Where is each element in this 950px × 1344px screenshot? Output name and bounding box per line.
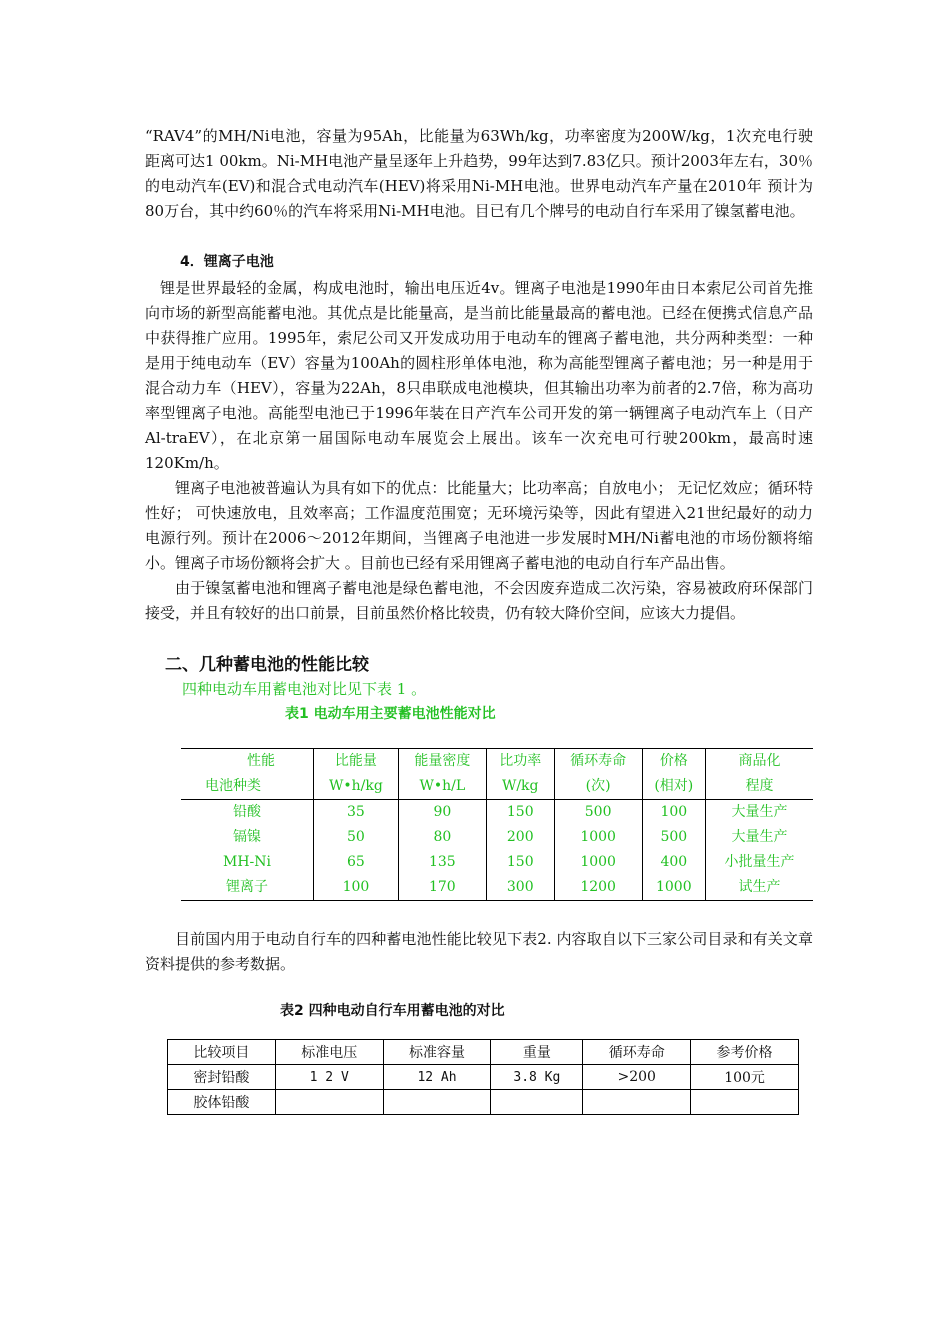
table2-row: [168, 1065, 799, 1090]
table2-cell: [383, 1090, 491, 1115]
table1-header-cell: 性能: [181, 749, 314, 775]
table1-header-cell: (次): [554, 774, 642, 800]
heading-li-ion: 4．锂离子电池: [180, 254, 274, 270]
table2-cell: 3.8 Kg: [491, 1065, 583, 1090]
table1-header-row: [181, 774, 813, 800]
table1-header-cell: 比功率: [486, 749, 554, 775]
table1-cell: 镉镍: [233, 829, 261, 845]
table1-header-cell: 循环寿命: [554, 749, 642, 775]
table2-header-cell: 参考价格: [691, 1040, 799, 1065]
table1-row: [181, 875, 813, 901]
table1-cell: 500: [642, 825, 705, 850]
table1-cell: 锂离子: [181, 875, 314, 901]
table2-caption: 表2 四种电动自行车用蓄电池的对比: [280, 1003, 505, 1019]
table1-battery-performance: [181, 748, 813, 901]
table1-header-cell: 电池种类: [205, 778, 261, 794]
table2-row: [168, 1090, 799, 1115]
table1-header-cell: W•h/L: [398, 774, 486, 800]
paragraph-table2-intro: 目前国内用于电动自行车的四种蓄电池性能比较见下表2. 内容取自以下三家公司目录和有关文章资料提供的参考数据。: [145, 930, 813, 973]
table1-cell: 100: [314, 875, 399, 901]
table2-bike-battery: [167, 1039, 799, 1115]
table1-cell: 65: [314, 850, 399, 875]
table1-header-cell: W/kg: [486, 774, 554, 800]
table1-cell: 1000: [554, 850, 642, 875]
table2-cell: [491, 1090, 583, 1115]
table1-cell: 1000: [642, 875, 705, 901]
table1-cell: 150: [486, 800, 554, 826]
table1-row: [181, 850, 813, 875]
table2-cell: 100元: [691, 1065, 799, 1090]
table1-row: [181, 825, 813, 850]
table2-cell: [583, 1090, 691, 1115]
table1-cell: 500: [554, 800, 642, 826]
section-heading-comparison: 二、几种蓄电池的性能比较: [165, 655, 369, 675]
table2-header-cell: 比较项目: [168, 1040, 276, 1065]
table1-cell: 试生产: [706, 875, 814, 901]
table2-cell: 1 2 V: [275, 1065, 383, 1090]
table1-cell: 小批量生产: [706, 850, 814, 875]
table2-cell: [275, 1090, 383, 1115]
table1-header-row: [181, 749, 813, 775]
table2-cell: 12 Ah: [383, 1065, 491, 1090]
table1-cell: 135: [398, 850, 486, 875]
table1-cell: 150: [486, 850, 554, 875]
table1-header-cell: (相对): [642, 774, 705, 800]
table2-header-cell: 循环寿命: [583, 1040, 691, 1065]
table1-header-cell: 比能量: [314, 749, 399, 775]
table1-cell: 170: [398, 875, 486, 901]
table1-cell: 1000: [554, 825, 642, 850]
paragraph-li-ion-advantages: 锂离子电池被普遍认为具有如下的优点：比能量大；比功率高；自放电小； 无记忆效应；循环特性好； 可快速放电，且效率高；工作温度范围宽；无环境污染等，因此有望进入21世纪最好的动力电源行列。预计在2006～2012年期间，当锂离子电池进一步发展时MH/Ni蓄电池的市场份额将缩小。锂离子市场份额将会扩大 。目前也已经有采用锂离子蓄电池的电动自行车产品出售。: [145, 479, 813, 572]
table2-header-cell: 重量: [491, 1040, 583, 1065]
table1-caption: 表1 电动车用主要蓄电池性能对比: [285, 706, 496, 722]
table2-header-cell: 标准容量: [383, 1040, 491, 1065]
table2-header-row: [168, 1040, 799, 1065]
table1-cell: 80: [398, 825, 486, 850]
table2-header-cell: 标准电压: [275, 1040, 383, 1065]
paragraph-li-ion-intro: 锂是世界最轻的金属，构成电池时，输出电压近4v。锂离子电池是1990年由日本索尼公司首先推向市场的新型高能蓄电池。其优点是比能量高，是当前比能量最高的蓄电池。已经在便携式信息产品中获得推广应用。1995年，索尼公司又开发成功用于电动车的锂离子蓄电池，共分两种类型：一种是用于纯电动车（EV）容量为100Ah的圆柱形单体电池，称为高能型锂离子蓄电池；另一种是用于混合动力车（HEV），容量为22Ah，8只串联成电池模块，但其输出功率为前者的2.7倍，称为高功率型锂离子电池。高能型电池已于1996年装在日产汽车公司开发的第一辆锂离子电动汽车上（日产Al-traEV），在北京第一届国际电动车展览会上展出。该车一次充电可行驶200km，最高时速120Km/h。: [145, 279, 813, 472]
paragraph-nimh: “RAV4”的MH/Ni电池，容量为95Ah，比能量为63Wh/kg，功率密度为200W/kg，1次充电行驶距离可达1 00km。Ni-MH电池产量呈逐年上升趋势，99年达到7.83亿只。预计2003年左右，30％的电动汽车(EV)和混合式电动汽车(HEV)将采用Ni-MH电池。世界电动汽车产量在2010年 预计为80万台，其中约60％的汽车将采用Ni-MH电池。目已有几个牌号的电动自行车采用了镍氢蓄电池。: [145, 127, 813, 220]
table1-header-cell: W•h/kg: [314, 774, 399, 800]
table1-cell: 200: [486, 825, 554, 850]
table2-cell: 胶体铅酸: [168, 1090, 276, 1115]
table1-cell: 400: [642, 850, 705, 875]
table1-header-cell: 商品化: [706, 749, 814, 775]
table1-header-cell: 能量密度: [398, 749, 486, 775]
table1-cell: 100: [642, 800, 705, 826]
table1-cell: 90: [398, 800, 486, 826]
table2-cell: [691, 1090, 799, 1115]
table1-cell: 铅酸: [233, 804, 261, 820]
table1-cell: 大量生产: [706, 825, 814, 850]
table2-cell: 密封铅酸: [168, 1065, 276, 1090]
document-page: [145, 124, 813, 1115]
table1-cell: 35: [314, 800, 399, 826]
table2-cell: >200: [583, 1065, 691, 1090]
table1-header-cell: 程度: [706, 774, 814, 800]
table1-row: [181, 800, 813, 826]
table1-cell: 300: [486, 875, 554, 901]
table1-header-cell: 价格: [642, 749, 705, 775]
table1-cell: MH-Ni: [222, 854, 271, 870]
table1-intro: 四种电动车用蓄电池对比见下表 1 。: [182, 680, 427, 698]
paragraph-green-battery: 由于镍氢蓄电池和锂离子蓄电池是绿色蓄电池，不会因废弃造成二次污染，容易被政府环保部门接受，并且有较好的出口前景，目前虽然价格比较贵，仍有较大降价空间，应该大力提倡。: [145, 579, 813, 622]
table1-cell: 1200: [554, 875, 642, 901]
table1-cell: 50: [314, 825, 399, 850]
table1-cell: 大量生产: [706, 800, 814, 826]
